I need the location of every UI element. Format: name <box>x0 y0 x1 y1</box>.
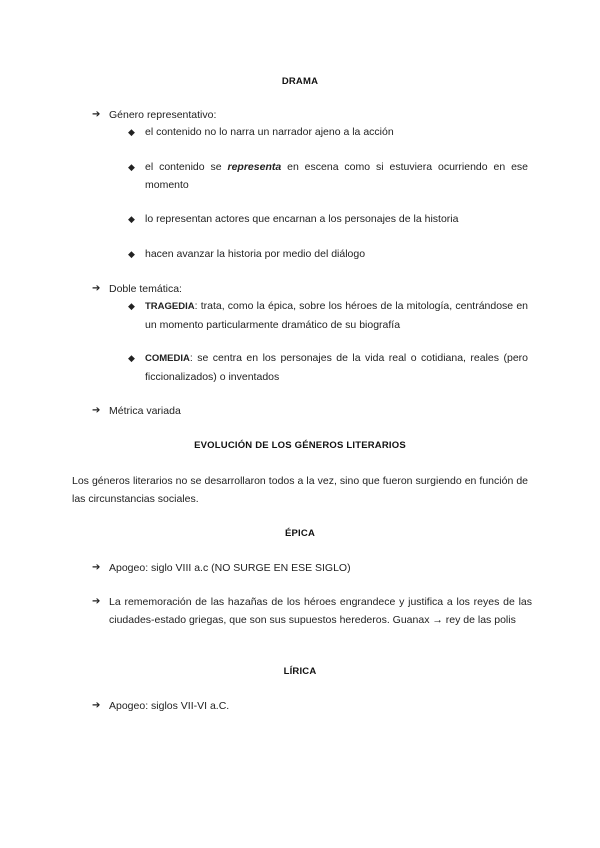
list-item-text: Apogeo: siglos VII-VI a.C. <box>109 700 230 712</box>
bullet-item <box>128 245 528 263</box>
bullet-text: lo representan actores que encarnan a los personajes de la historia <box>145 213 459 225</box>
term-comedia: COMEDIA <box>145 353 190 364</box>
heading-lirica: LÍRICA <box>283 666 317 677</box>
bullet-text: TRAGEDIA: trata, como la épica, sobre los héroes de la mitología, centrándose en un momento particularmente dramático de su biografía <box>145 300 528 331</box>
list-item-doble-tematica <box>92 280 532 298</box>
bullet-text: el contenido no lo narra un narrador ajeno a la acción <box>145 126 394 138</box>
list-item-metrica <box>92 402 532 420</box>
list-item-text: Métrica variada <box>109 405 181 417</box>
diamond-bullet-icon: ◆ <box>128 249 135 259</box>
bullet-item-tragedia <box>128 297 528 334</box>
diamond-bullet-icon: ◆ <box>128 353 135 363</box>
heading-drama: DRAMA <box>281 76 319 87</box>
arrow-icon: ➔ <box>92 700 101 711</box>
bullet-item <box>128 158 528 194</box>
list-item-text: Apogeo: siglo VIII a.c (NO SURGE EN ESE SIGLO) <box>109 562 351 574</box>
list-item-text: Doble temática: <box>109 283 182 295</box>
diamond-bullet-icon: ◆ <box>128 214 135 224</box>
bullet-item-comedia <box>128 349 528 386</box>
arrow-icon: ➔ <box>92 596 101 607</box>
list-item-apogeo-epica <box>92 559 532 577</box>
list-item-rememoracion <box>92 593 532 629</box>
list-item-text: La rememoración de las hazañas de los héroes engrandece y justifica a los reyes de las ciudades-estado griegas, que son sus supuestos herederos. Guanax → rey de las polis <box>109 596 532 626</box>
heading-evolucion: EVOLUCIÓN DE LOS GÉNEROS LITERARIOS <box>194 440 406 451</box>
heading-epica: ÉPICA <box>284 528 316 539</box>
bullet-text: hacen avanzar la historia por medio del diálogo <box>145 248 366 260</box>
diamond-bullet-icon: ◆ <box>128 301 135 311</box>
bullet-text: el contenido se representa en escena como si estuviera ocurriendo en ese momento <box>145 161 528 191</box>
emphasis-representa: representa <box>227 161 282 173</box>
bullet-text: COMEDIA: se centra en los personajes de la vida real o cotidiana, reales (pero ficcionalizados) o inventados <box>145 352 528 383</box>
arrow-icon: ➔ <box>92 109 101 120</box>
bullet-item <box>128 210 528 228</box>
bullet-item <box>128 123 528 141</box>
term-tragedia: TRAGEDIA <box>145 301 195 312</box>
list-item-apogeo-lirica <box>92 697 532 715</box>
list-item-text: Género representativo: <box>109 109 217 121</box>
paragraph-evolucion: Los géneros literarios no se desarrollaron todos a la vez, sino que fueron surgiendo en función de las circunstancias sociales. <box>72 475 528 505</box>
diamond-bullet-icon: ◆ <box>128 162 135 172</box>
diamond-bullet-icon: ◆ <box>128 127 135 137</box>
arrow-icon: ➔ <box>92 405 101 416</box>
list-item-genero-representativo <box>92 106 532 124</box>
arrow-icon: ➔ <box>92 562 101 573</box>
arrow-icon: ➔ <box>92 283 101 294</box>
